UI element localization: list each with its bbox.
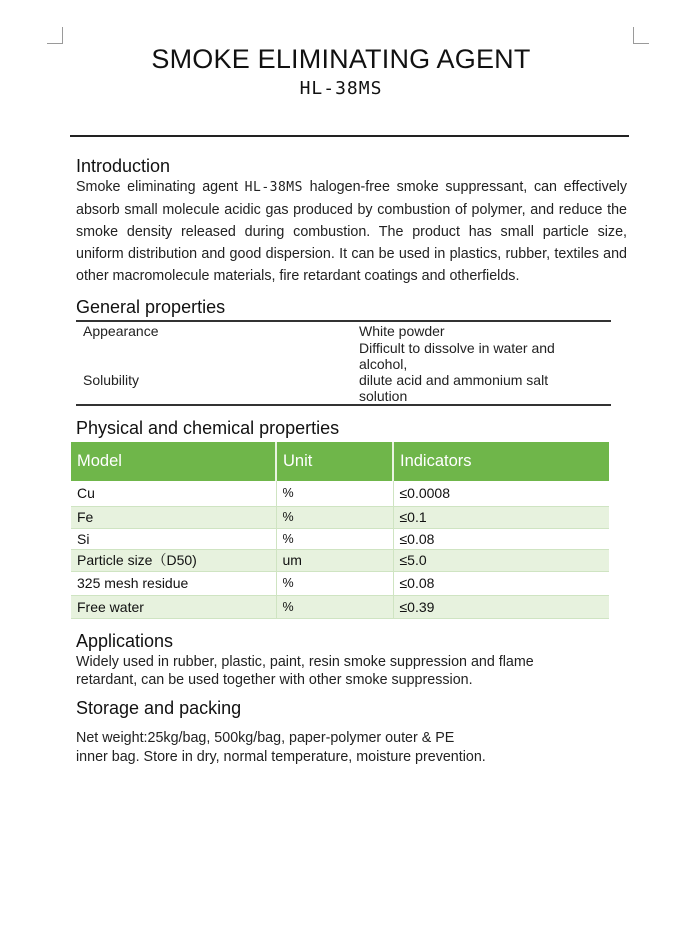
cell-model: Cu xyxy=(71,481,276,506)
cell-indicator: ≤5.0 xyxy=(393,549,609,571)
general-properties-heading: General properties xyxy=(76,297,226,317)
solubility-value-line-2: alcohol, xyxy=(359,356,408,372)
cell-unit: % xyxy=(276,595,393,618)
cell-model: Free water xyxy=(71,595,276,618)
table-row xyxy=(71,528,609,549)
storage-line-2: inner bag. Store in dry, normal temperature, moisture prevention. xyxy=(76,749,486,765)
column-header-unit: Unit xyxy=(276,442,393,481)
properties-table xyxy=(71,442,609,619)
solubility-value-line-4: solution xyxy=(359,388,408,404)
cell-unit: um xyxy=(276,549,393,571)
cell-unit: % xyxy=(276,506,393,528)
table-row xyxy=(71,506,609,528)
solubility-value-line-3: dilute acid and ammonium salt xyxy=(359,372,549,388)
general-properties-top-rule xyxy=(76,320,611,322)
introduction-text xyxy=(76,176,627,287)
cell-indicator: ≤0.08 xyxy=(393,571,609,595)
cell-indicator: ≤0.08 xyxy=(393,528,609,549)
cell-model: Si xyxy=(71,528,276,549)
document-title: SMOKE ELIMINATING AGENT xyxy=(151,44,531,74)
table-row xyxy=(71,595,609,618)
table-row xyxy=(71,571,609,595)
storage-line-1: Net weight:25kg/bag, 500kg/bag, paper-polymer outer & PE xyxy=(76,730,455,746)
appearance-value: White powder xyxy=(359,323,445,339)
applications-heading: Applications xyxy=(76,631,174,651)
appearance-label: Appearance xyxy=(83,323,159,339)
cell-model: Particle size（D50) xyxy=(71,549,276,571)
introduction-model: HL-38MS xyxy=(244,180,303,195)
column-header-indicators: Indicators xyxy=(393,442,609,481)
general-properties-bottom-rule xyxy=(76,404,611,406)
introduction-text-rest: halogen-free smoke suppressant, can effectively absorb small molecule acidic gas produced by combustion of polymer, and reduce the smoke density released during combustion. The product has small particle size, uniform distribution and good dispersion. It can be used in plastics, rubber, textiles and other macromolecule materials, fire retardant coatings and otherfields. xyxy=(76,179,627,284)
title-divider xyxy=(70,135,629,137)
solubility-label: Solubility xyxy=(83,372,140,388)
physical-chemical-heading: Physical and chemical properties xyxy=(76,418,340,438)
applications-line-2: retardant, can be used together with other smoke suppression. xyxy=(76,672,473,688)
crop-mark-top-right xyxy=(633,27,634,43)
introduction-text-start: Smoke eliminating agent xyxy=(76,179,245,195)
table-row xyxy=(71,481,609,506)
solubility-value-line-1: Difficult to dissolve in water and xyxy=(359,340,555,356)
cell-indicator: ≤0.0008 xyxy=(393,481,609,506)
cell-model: 325 mesh residue xyxy=(71,571,276,595)
introduction-heading: Introduction xyxy=(76,156,171,176)
applications-line-1: Widely used in rubber, plastic, paint, resin smoke suppression and flame xyxy=(76,654,534,670)
cell-unit: % xyxy=(276,528,393,549)
table-row xyxy=(71,549,609,571)
cell-model: Fe xyxy=(71,506,276,528)
cell-unit: % xyxy=(276,571,393,595)
cell-indicator: ≤0.39 xyxy=(393,595,609,618)
crop-mark-top-left xyxy=(62,27,63,43)
column-header-model: Model xyxy=(71,442,276,481)
storage-heading: Storage and packing xyxy=(76,698,242,718)
cell-indicator: ≤0.1 xyxy=(393,506,609,528)
cell-unit: % xyxy=(276,481,393,506)
product-model: HL-38MS xyxy=(299,78,383,99)
table-header-row xyxy=(71,442,609,481)
